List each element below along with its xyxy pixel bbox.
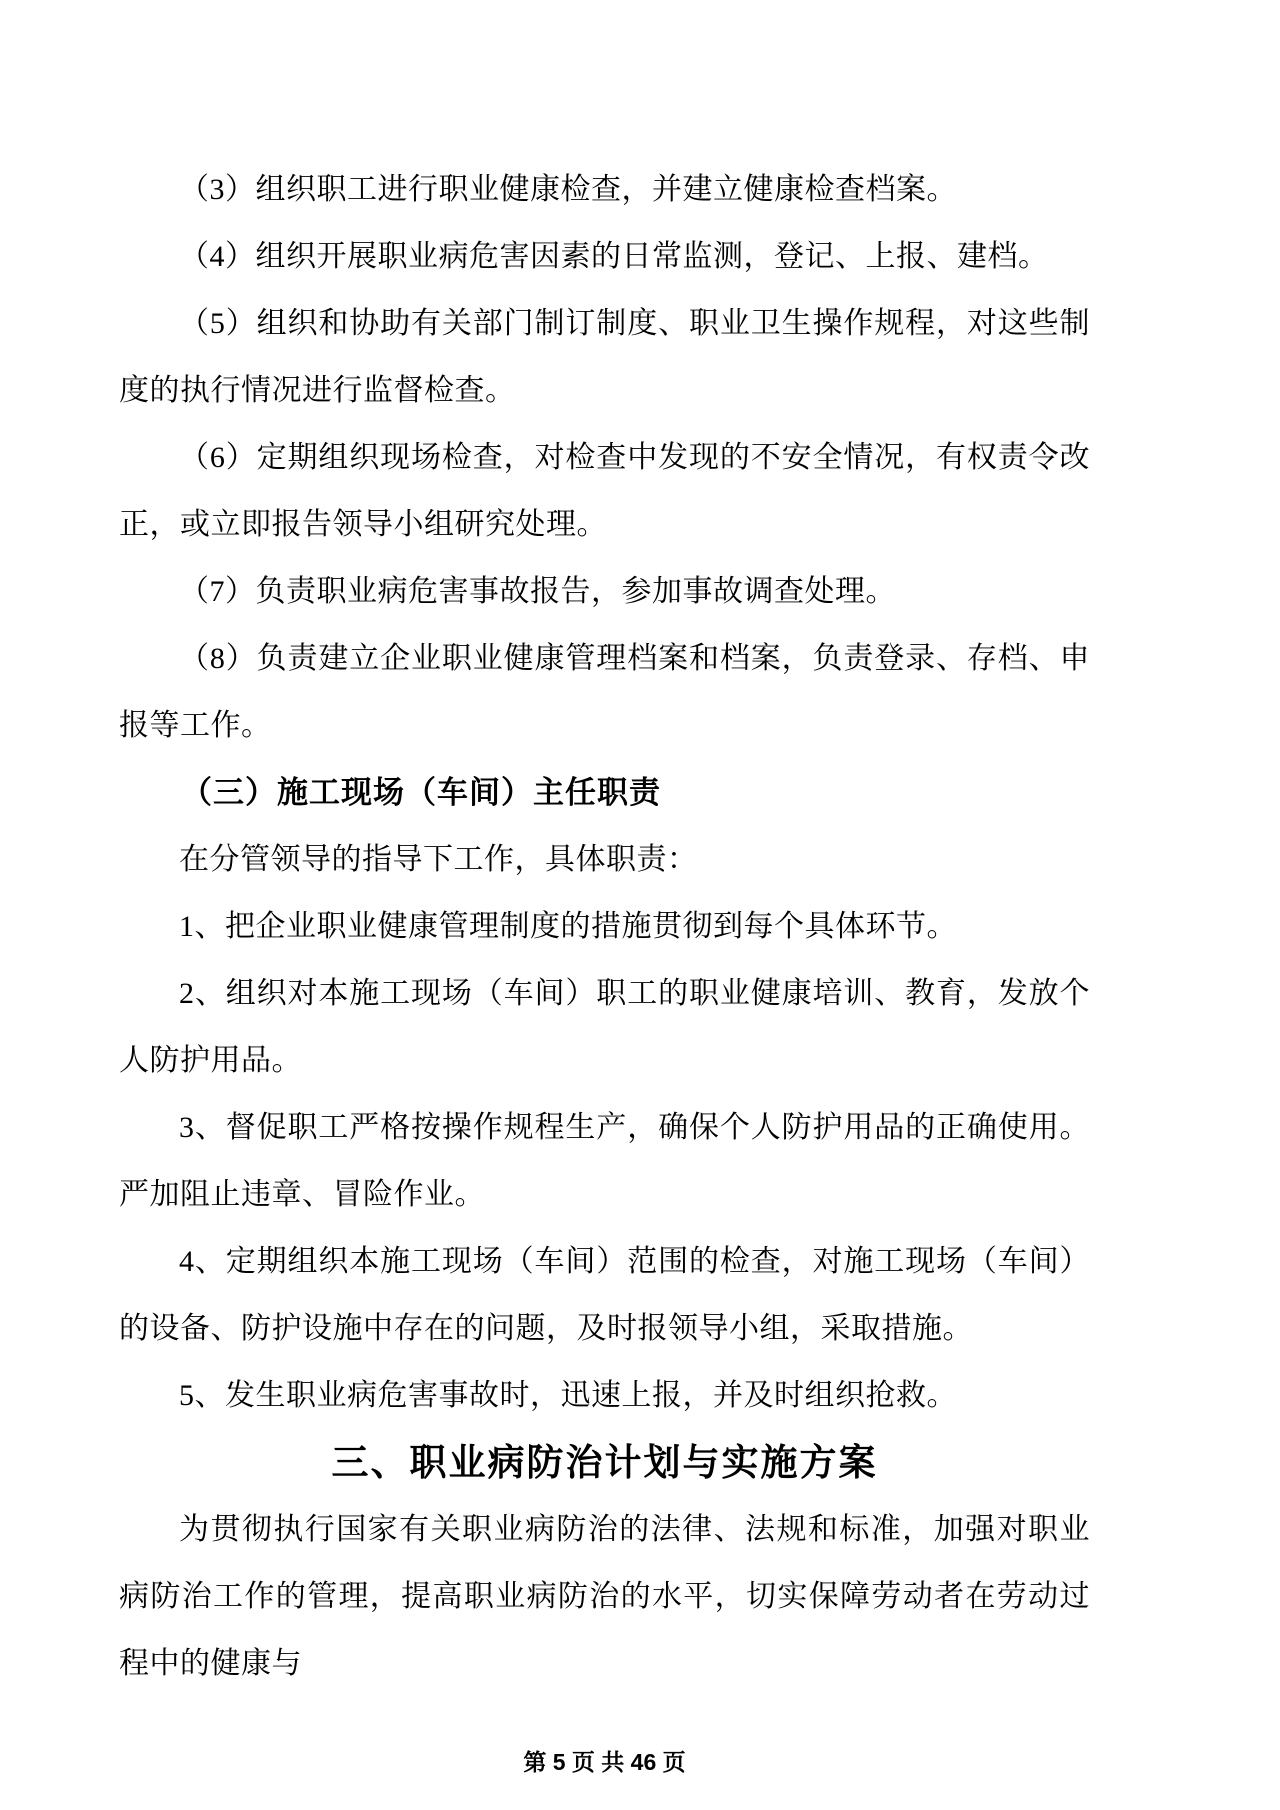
body-paragraph: （7）负责职业病危害事故报告，参加事故调查处理。 [179, 575, 896, 608]
body-paragraph: （4）组织开展职业病危害因素的日常监测，登记、上报、建档。 [179, 240, 1049, 273]
body-paragraph: （8）负责建立企业职业健康管理档案和档案，负责登录、存档、申报等工作。 [119, 642, 1090, 742]
body-paragraph: 在分管领导的指导下工作，具体职责： [179, 843, 698, 876]
body-paragraph: （6）定期组织现场检查，对检查中发现的不安全情况，有权责令改正，或立即报告领导小组研究处理。 [119, 441, 1090, 541]
section-heading: （三）施工现场（车间）主任职责 [181, 775, 661, 810]
chapter-heading: 三、职业病防治计划与实施方案 [331, 1442, 878, 1483]
body-paragraph: 3、督促职工严格按操作规程生产，确保个人防护用品的正确使用。严加阻止违章、冒险作业。 [119, 1111, 1090, 1211]
body-paragraph: 2、组织对本施工现场（车间）职工的职业健康培训、教育，发放个人防护用品。 [119, 977, 1090, 1077]
body-paragraph: 为贯彻执行国家有关职业病防治的法律、法规和标准，加强对职业病防治工作的管理，提高职业病防治的水平，切实保障劳动者在劳动过程中的健康与 [119, 1513, 1090, 1680]
body-paragraph: （5）组织和协助有关部门制订制度、职业卫生操作规程，对这些制度的执行情况进行监督检查。 [119, 307, 1090, 407]
body-paragraph: （3）组织职工进行职业健康检查，并建立健康检查档案。 [179, 173, 957, 206]
page-number-footer: 第 5 页 共 46 页 [523, 1749, 686, 1775]
body-paragraph: 5、发生职业病危害事故时，迅速上报，并及时组织抢救。 [179, 1379, 957, 1412]
body-paragraph: 1、把企业职业健康管理制度的措施贯彻到每个具体环节。 [179, 910, 957, 943]
body-paragraph: 4、定期组织本施工现场（车间）范围的检查，对施工现场（车间）的设备、防护设施中存在的问题，及时报领导小组，采取措施。 [119, 1245, 1090, 1345]
